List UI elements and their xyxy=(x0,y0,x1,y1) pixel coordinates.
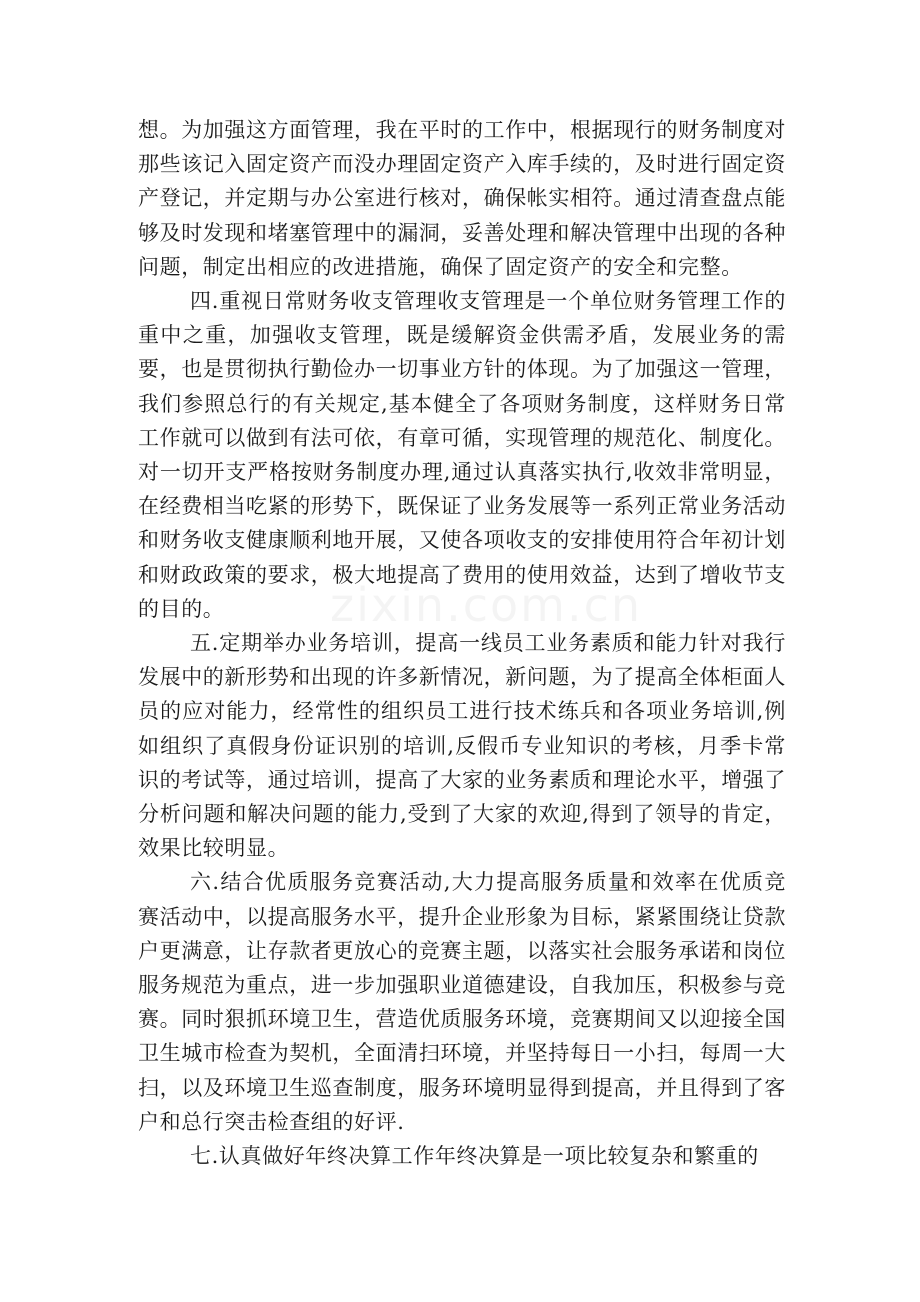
paragraph-section-6: 六.结合优质服务竞赛活动,大力提高服务质量和效率在优质竞赛活动中，以提高服务水平，提升企业形象为目标，紧紧围绕让贷款户更满意，让存款者更放心的竞赛主题，以落实社会服务承诺和岗位服务规范为重点，进一步加强职业道德建设，自我加压，积极参与竞赛。同时狠抓环境卫生，营造优质服务环境，竞赛期间又以迎接全国卫生城市检查为契机，全面清扫环境，并坚持每日一小扫，每周一大扫，以及环境卫生巡查制度，服务环境明显得到提高，并且得到了客户和总行突击检查组的好评. xyxy=(138,870,786,1134)
paragraph-section-4: 四.重视日常财务收支管理收支管理是一个单位财务管理工作的重中之重，加强收支管理，既是缓解资金供需矛盾，发展业务的需要，也是贯彻执行勤俭办一切事业方针的体现。为了加强这一管理，我们参照总行的有关规定,基本健全了各项财务制度，这样财务日常工作就可以做到有法可依，有章可循，实现管理的规范化、制度化。对一切开支严格按财务制度办理,通过认真落实执行,收效非常明显，在经费相当吃紧的形势下，既保证了业务发展等一系列正常业务活动和财务收支健康顺利地开展，又使各项收支的安排使用符合年初计划和财政政策的要求，极大地提高了费用的使用效益，达到了增收节支的目的。 xyxy=(138,289,786,621)
paragraph-continuation: 想。为加强这方面管理，我在平时的工作中，根据现行的财务制度对那些该记入固定资产而没办理固定资产入库手续的，及时进行固定资产登记，并定期与办公室进行核对，确保帐实相符。通过清查盘点能够及时发现和堵塞管理中的漏洞，妥善处理和解决管理中出现的各种问题，制定出相应的改进措施，确保了固定资产的安全和完整。 xyxy=(138,118,786,279)
paragraph-section-7: 七.认真做好年终决算工作年终决算是一项比较复杂和繁重的 xyxy=(190,1144,759,1169)
document-page xyxy=(138,113,786,1173)
paragraph-section-5: 五.定期举办业务培训，提高一线员工业务素质和能力针对我行发展中的新形势和出现的许多新情况，新问题，为了提高全体柜面人员的应对能力，经常性的组织员工进行技术练兵和各项业务培训,例如组织了真假身份证识别的培训,反假币专业知识的考核，月季卡常识的考试等，通过培训，提高了大家的业务素质和理论水平，增强了分析问题和解决问题的能力,受到了大家的欢迎,得到了领导的肯定，效果比较明显。 xyxy=(138,631,786,861)
